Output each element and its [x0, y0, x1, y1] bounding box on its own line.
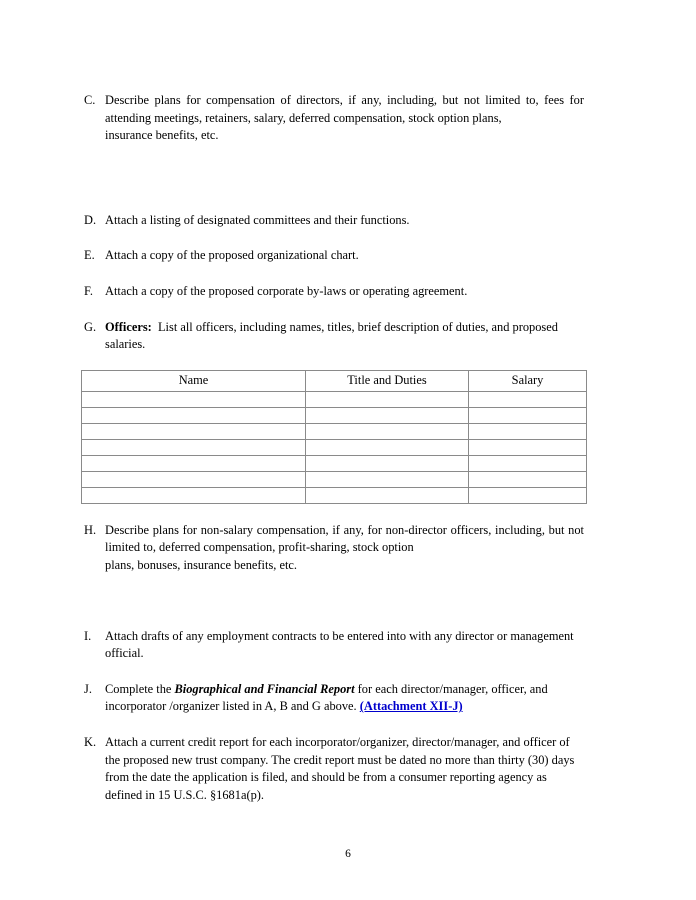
table-row[interactable] — [82, 407, 587, 423]
list-item-g — [84, 319, 584, 354]
officers-cell-name[interactable] — [82, 471, 306, 487]
list-item-j-text-after: for each director/manager, officer, and incorporator /organizer listed in A, B and G above. — [105, 681, 548, 714]
list-item-k-marker: K. — [84, 734, 97, 749]
list-item-d-text: Attach a listing of designated committees and their functions. — [105, 212, 410, 227]
officers-cell-title[interactable] — [306, 471, 469, 487]
officers-table-container — [81, 370, 586, 504]
spacer-f-g — [84, 301, 584, 319]
list-item-d-marker: D. — [84, 212, 97, 227]
table-row[interactable] — [82, 471, 587, 487]
officers-table — [81, 370, 587, 504]
officers-cell-name[interactable] — [82, 487, 306, 503]
officers-cell-salary[interactable] — [469, 423, 587, 439]
list-item-c-text: Describe plans for compensation of directors, if any, including, but not limited to, fees for attending meetings, retainers, salary, deferred compensation, stock option plans, insurance benefits, etc. — [105, 92, 584, 145]
officers-cell-salary[interactable] — [469, 455, 587, 471]
list-item-h-last-line: plans, bonuses, insurance benefits, etc. — [105, 557, 298, 572]
table-row[interactable] — [82, 455, 587, 471]
answer-space-h — [84, 575, 584, 628]
officers-cell-salary[interactable] — [469, 487, 587, 503]
list-item-f — [84, 283, 584, 301]
list-item-c — [84, 92, 584, 145]
table-row[interactable] — [82, 487, 587, 503]
officers-cell-salary[interactable] — [469, 439, 587, 455]
list-item-d — [84, 212, 584, 230]
officers-table-header-name: Name — [82, 370, 306, 391]
list-item-i-text: Attach drafts of any employment contracts to be entered into with any director or management official. — [105, 628, 574, 661]
officers-cell-name[interactable] — [82, 423, 306, 439]
officers-cell-title[interactable] — [306, 439, 469, 455]
list-item-j-text-before: Complete the — [105, 681, 175, 696]
officers-cell-name[interactable] — [82, 455, 306, 471]
list-item-j — [84, 681, 584, 716]
list-item-e-marker: E. — [84, 248, 95, 263]
officers-table-header-row — [82, 370, 587, 391]
officers-cell-title[interactable] — [306, 407, 469, 423]
list-item-f-marker: F. — [84, 283, 93, 298]
list-item-h-text: Describe plans for non-salary compensation, if any, for non-director officers, including, but not limited to, deferred compensation, profit-sharing, stock option plans, bonuses, insurance benefits, etc. — [105, 522, 584, 575]
list-item-i — [84, 628, 584, 663]
attachment-xii-j-link[interactable]: (Attachment XII-J) — [359, 699, 463, 714]
list-item-j-emphasis: Biographical and Financial Report — [174, 681, 355, 696]
list-item-j-marker: J. — [84, 681, 92, 696]
list-item-h-marker: H. — [84, 522, 97, 537]
answer-space-c — [84, 145, 584, 212]
officers-cell-name[interactable] — [82, 407, 306, 423]
spacer-d-e — [84, 229, 584, 247]
list-item-k — [84, 734, 584, 804]
spacer-j-k — [84, 716, 584, 734]
page-number: 6 — [345, 848, 351, 860]
list-item-i-marker: I. — [84, 628, 92, 643]
list-item-h — [84, 522, 584, 575]
list-item-g-marker: G. — [84, 319, 97, 334]
list-item-f-text: Attach a copy of the proposed corporate by-laws or operating agreement. — [105, 283, 468, 298]
spacer-table-h — [84, 504, 584, 522]
table-row[interactable] — [82, 439, 587, 455]
page-content — [84, 92, 584, 804]
officers-table-body — [82, 391, 587, 503]
list-item-g-text: Officers: List all officers, including names, titles, brief description of duties, and proposed salaries. — [105, 319, 558, 352]
officers-cell-salary[interactable] — [469, 391, 587, 407]
officers-table-header-title: Title and Duties — [306, 370, 469, 391]
officers-cell-name[interactable] — [82, 391, 306, 407]
list-item-j-text — [105, 681, 584, 716]
list-item-c-marker: C. — [84, 93, 96, 107]
officers-cell-title[interactable] — [306, 455, 469, 471]
list-item-c-last-line: insurance benefits, etc. — [105, 128, 219, 143]
list-item-k-text: Attach a current credit report for each incorporator/organizer, director/manager, and officer of the proposed new trust company. The credit report must be dated no more than thirty (30) days from the date the application is filed, and should be from a consumer reporting agency as defined in 15 U.S.C. §1681a(p). — [105, 734, 575, 802]
spacer-e-f — [84, 265, 584, 283]
officers-cell-name[interactable] — [82, 439, 306, 455]
officers-cell-title[interactable] — [306, 391, 469, 407]
spacer-i-j — [84, 663, 584, 681]
list-item-e-text: Attach a copy of the proposed organizational chart. — [105, 248, 359, 263]
officers-table-header-salary: Salary — [469, 370, 587, 391]
officers-cell-title[interactable] — [306, 487, 469, 503]
table-row[interactable] — [82, 391, 587, 407]
list-item-g-bold-lead: Officers: — [105, 319, 152, 334]
table-row[interactable] — [82, 423, 587, 439]
officers-cell-salary[interactable] — [469, 471, 587, 487]
list-item-e — [84, 247, 584, 265]
officers-cell-title[interactable] — [306, 423, 469, 439]
officers-cell-salary[interactable] — [469, 407, 587, 423]
